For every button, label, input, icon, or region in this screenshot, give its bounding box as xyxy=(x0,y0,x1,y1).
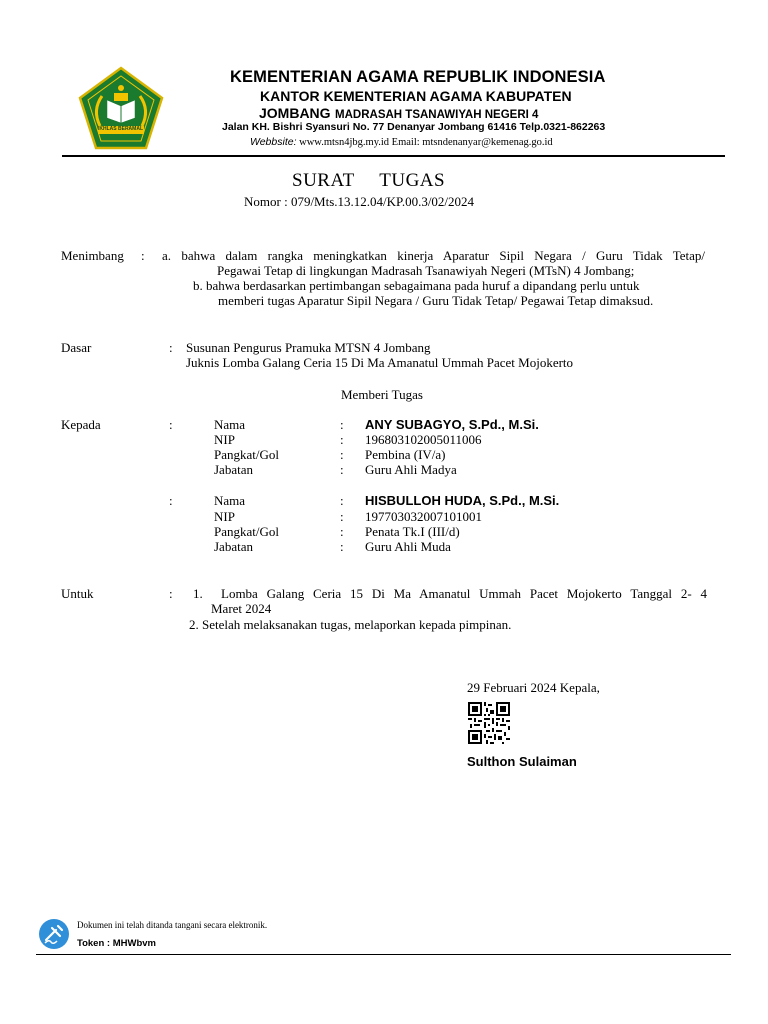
person1-jabatan-colon: : xyxy=(340,462,344,477)
person2-jabatan-label: Jabatan xyxy=(214,539,253,554)
e-signature-icon xyxy=(38,918,70,950)
document-title: SURAT TUGAS xyxy=(292,170,446,191)
website-value[interactable]: www.mtsn4jbg.my.id Email: mtsndenanyar@kemenag.go.id xyxy=(299,137,553,148)
memberi-tugas-heading: Memberi Tugas xyxy=(341,387,423,402)
person2-nip-value: 197703032007101001 xyxy=(365,509,482,524)
website-label: Webbsite: xyxy=(250,136,297,148)
person1-nama-value: ANY SUBAGYO, S.Pd., M.Si. xyxy=(365,417,539,432)
person1-nip-label: NIP xyxy=(214,432,235,447)
kepada-colon-1: : xyxy=(169,417,173,432)
menimbang-colon: : xyxy=(141,248,145,263)
signer-name: Sulthon Sulaiman xyxy=(467,754,577,769)
dasar-label: Dasar xyxy=(61,340,92,355)
person2-nip-label: NIP xyxy=(214,509,235,524)
person2-nip-colon: : xyxy=(340,509,344,524)
person1-jabatan-label: Jabatan xyxy=(214,462,253,477)
address: Jalan KH. Bishri Syansuri No. 77 Denanyar Jombang 61416 Telp.0321-862263 xyxy=(222,121,606,133)
header-divider xyxy=(62,155,725,157)
token-label: Token : MHWbvm xyxy=(77,938,156,949)
untuk-colon: : xyxy=(169,586,173,601)
office-name: KANTOR KEMENTERIAN AGAMA KABUPATEN xyxy=(260,88,572,104)
person1-pangkat-colon: : xyxy=(340,447,344,462)
person2-nama-value: HISBULLOH HUDA, S.Pd., M.Si. xyxy=(365,493,560,508)
website-line xyxy=(250,136,553,148)
person2-jabatan-value: Guru Ahli Muda xyxy=(365,539,451,554)
untuk-item2: 2. Setelah melaksanakan tugas, melaporkan kepada pimpinan. xyxy=(189,617,512,632)
person2-pangkat-label: Pangkat/Gol xyxy=(214,524,279,539)
qr-code xyxy=(468,702,510,744)
kemenag-logo xyxy=(78,66,164,150)
kepada-colon-2: : xyxy=(169,493,173,508)
menimbang-a-line2: Pegawai Tetap di lingkungan Madrasah Tsanawiyah Negeri (MTsN) 4 Jombang; xyxy=(217,263,635,278)
dasar-colon: : xyxy=(169,340,173,355)
untuk-item1-number: 1. xyxy=(193,586,203,601)
menimbang-b-line2: memberi tugas Aparatur Sipil Negara / Guru Tidak Tetap/ Pegawai Tetap dimaksud. xyxy=(218,293,654,308)
footer-divider xyxy=(36,954,731,955)
person2-nama-colon: : xyxy=(340,493,344,508)
untuk-item1-line2: Maret 2024 xyxy=(211,601,272,616)
menimbang-label: Menimbang xyxy=(61,248,124,263)
signature-date: 29 Februari 2024 Kepala, xyxy=(467,680,600,695)
person1-nama-colon: : xyxy=(340,417,344,432)
dasar-line2: Juknis Lomba Galang Ceria 15 Di Ma Amanatul Ummah Pacet Mojokerto xyxy=(186,355,574,370)
menimbang-a-line1: a. bahwa dalam rangka meningkatkan kinerja Aparatur Sipil Negara / Guru Tidak Tetap/ xyxy=(162,248,705,263)
person2-jabatan-colon: : xyxy=(340,539,344,554)
school-label: MADRASAH TSANAWIYAH NEGERI 4 xyxy=(335,109,539,121)
person1-pangkat-label: Pangkat/Gol xyxy=(214,447,279,462)
ministry-name: KEMENTERIAN AGAMA REPUBLIK INDONESIA xyxy=(230,68,606,86)
e-sign-note: Dokumen ini telah ditanda tangani secara elektronik. xyxy=(77,920,268,930)
person2-pangkat-value: Penata Tk.I (III/d) xyxy=(365,524,460,539)
person1-nama-label: Nama xyxy=(214,417,246,432)
document-number: Nomor : 079/Mts.13.12.04/KP.00.3/02/2024 xyxy=(244,194,475,209)
person2-nama-label: Nama xyxy=(214,493,246,508)
person1-jabatan-value: Guru Ahli Madya xyxy=(365,462,457,477)
logo-text: IKHLAS BERAMAL xyxy=(98,126,143,132)
dasar-line1: Susunan Pengurus Pramuka MTSN 4 Jombang xyxy=(186,340,431,355)
kepada-label: Kepada xyxy=(61,417,101,432)
person1-pangkat-value: Pembina (IV/a) xyxy=(365,447,446,462)
untuk-label: Untuk xyxy=(61,586,94,601)
person2-pangkat-colon: : xyxy=(340,524,344,539)
person1-nip-colon: : xyxy=(340,432,344,447)
person1-nip-value: 196803102005011006 xyxy=(365,432,482,447)
untuk-item1-line1: Lomba Galang Ceria 15 Di Ma Amanatul Ummah Pacet Mojokerto Tanggal 2- 4 xyxy=(221,586,707,601)
menimbang-b-line1: b. bahwa berdasarkan pertimbangan sebagaimana pada huruf a dipandang perlu untuk xyxy=(193,278,640,293)
city-name: JOMBANG xyxy=(259,105,331,121)
